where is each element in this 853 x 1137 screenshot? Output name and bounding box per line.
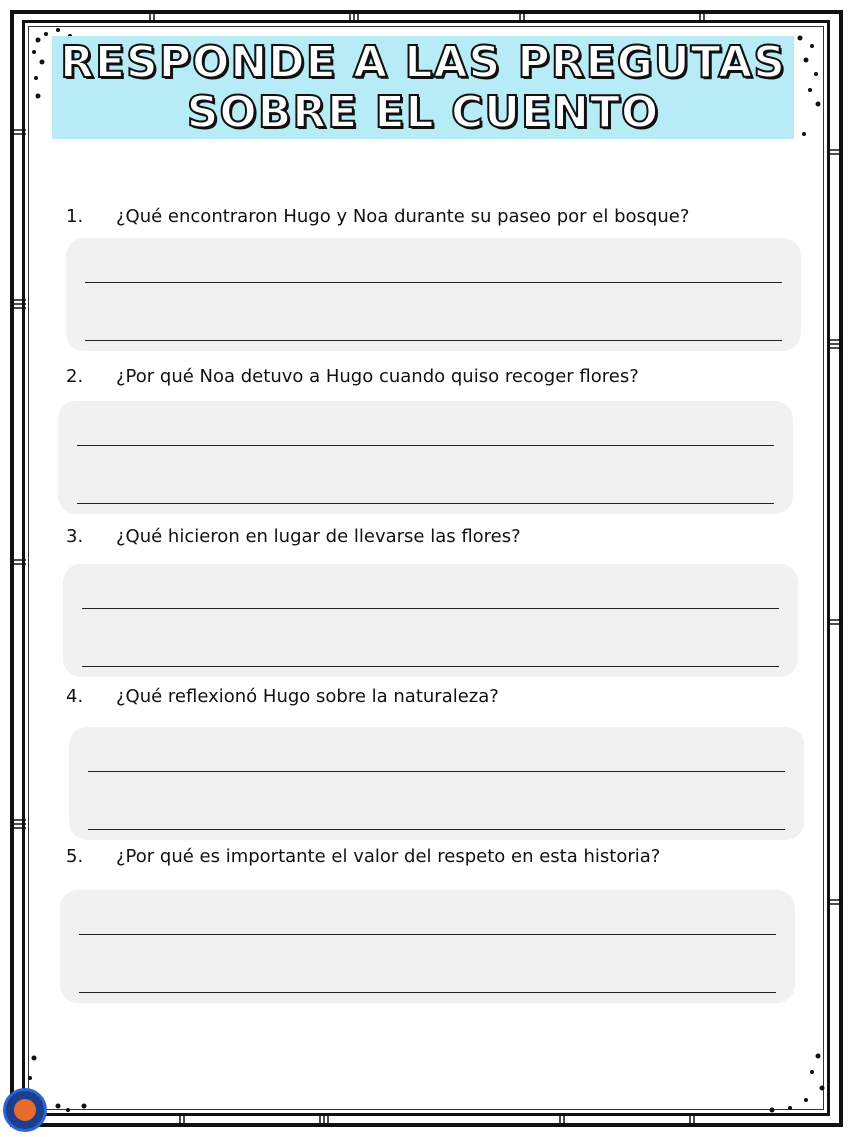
question-number: 5. <box>66 846 84 867</box>
question-3 <box>66 526 806 547</box>
question-1 <box>66 206 806 227</box>
answer-line <box>85 282 782 283</box>
answer-box-1[interactable] <box>66 238 801 351</box>
question-number: 2. <box>66 366 84 387</box>
question-text: ¿Por qué es importante el valor del respeto en esta historia? <box>116 846 661 867</box>
title-line-1: RESPONDE A LAS PREGUTAS <box>60 37 786 88</box>
question-2 <box>66 366 806 387</box>
title-line-2: SOBRE EL CUENTO <box>186 87 660 138</box>
answer-box-4[interactable] <box>69 727 804 840</box>
question-4 <box>66 686 806 707</box>
question-number: 4. <box>66 686 84 707</box>
question-number: 1. <box>66 206 84 227</box>
question-text: ¿Por qué Noa detuvo a Hugo cuando quiso recoger flores? <box>116 366 639 387</box>
answer-line <box>82 666 779 667</box>
logo-figure-icon <box>14 1099 36 1121</box>
publisher-logo-icon <box>3 1088 47 1132</box>
answer-line <box>88 829 785 830</box>
answer-line <box>79 992 776 993</box>
answer-line <box>77 445 774 446</box>
answer-line <box>82 608 779 609</box>
answer-line <box>88 771 785 772</box>
answer-line <box>85 340 782 341</box>
answer-line <box>79 934 776 935</box>
answer-line <box>77 503 774 504</box>
answer-box-2[interactable] <box>58 401 793 514</box>
question-number: 3. <box>66 526 84 547</box>
title-banner <box>52 36 794 139</box>
answer-box-3[interactable] <box>63 564 798 677</box>
question-text: ¿Qué hicieron en lugar de llevarse las flores? <box>116 526 521 547</box>
question-text: ¿Qué encontraron Hugo y Noa durante su paseo por el bosque? <box>116 206 690 227</box>
question-5 <box>66 846 806 867</box>
answer-box-5[interactable] <box>60 890 795 1003</box>
question-text: ¿Qué reflexionó Hugo sobre la naturaleza? <box>116 686 499 707</box>
